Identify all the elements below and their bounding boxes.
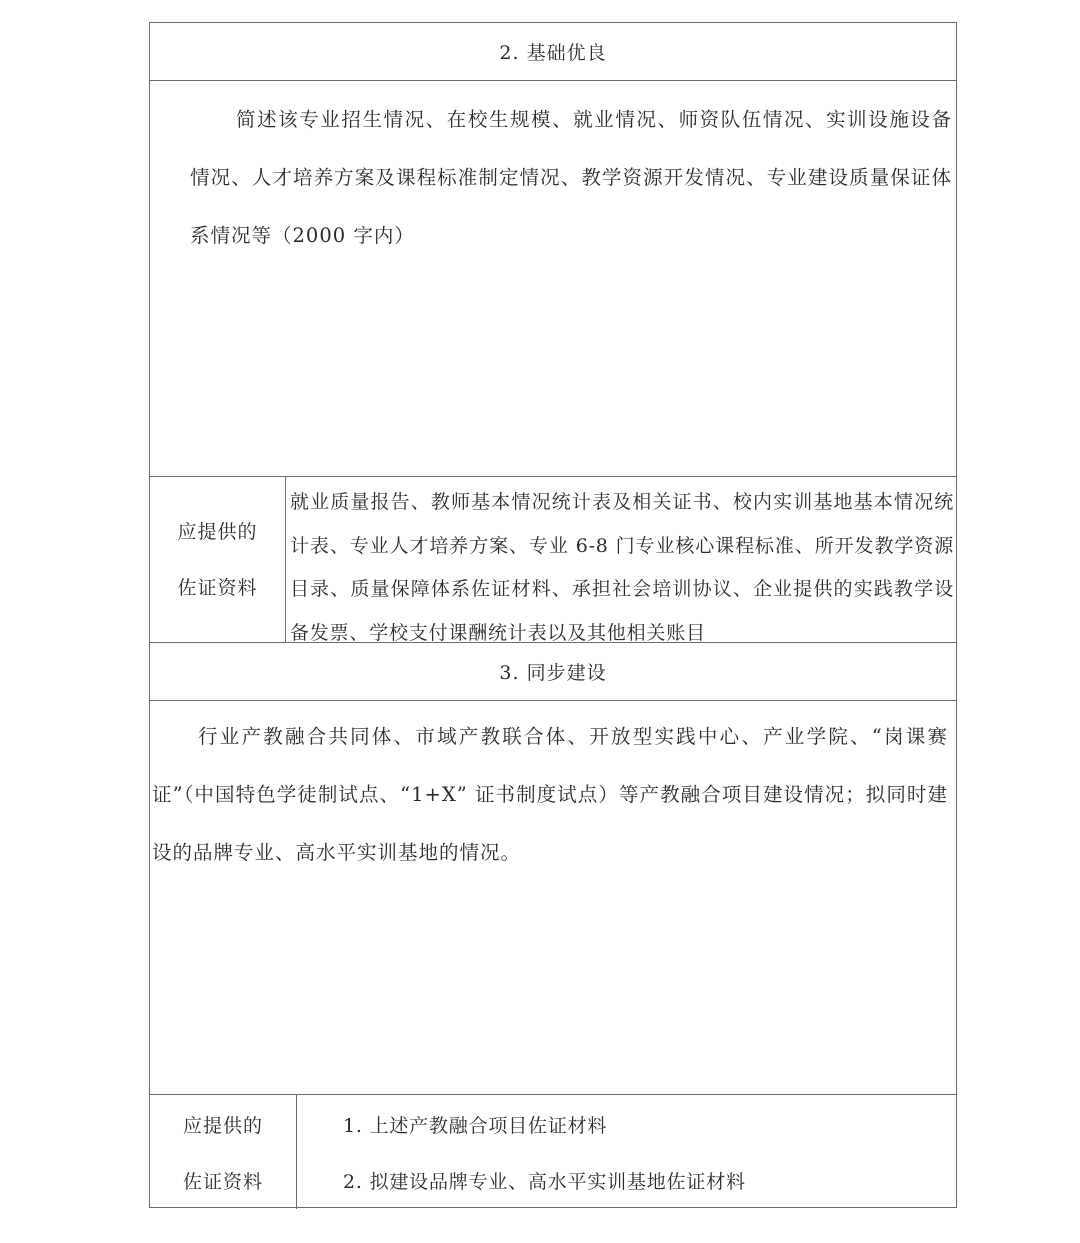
section-2-description-cell: [150, 81, 956, 477]
section-2-evidence-label-line2: 佐证资料: [177, 577, 258, 599]
section-3-heading-text: 3. 同步建设: [499, 662, 607, 684]
section-2-evidence-text: 就业质量报告、教师基本情况统计表及相关证书、校内实训基地基本情况统计表、专业人才培养方案、专业 6-8 门专业核心课程标准、所开发教学资源目录、质量保障体系佐证材料、承担社会培训协议、企业提供的实践教学设备发票、学校支付课酬统计表以及其他相关账目: [290, 491, 954, 644]
section-2-heading: [150, 23, 956, 81]
section-3-heading: [150, 643, 956, 701]
section-3-description: 行业产教融合共同体、市域产教联合体、开放型实践中心、产业学院、“岗课赛证”（中国特色学徒制试点、“1+X” 证书制度试点）等产教融合项目建设情况；拟同时建设的品牌专业、高水平实训基地的情况。: [152, 725, 948, 864]
section-3-evidence-label: [150, 1095, 297, 1209]
section-2-heading-text: 2. 基础优良: [499, 42, 607, 64]
section-2-evidence-label-line1: 应提供的: [177, 521, 258, 543]
section-3-evidence-label-line2: 佐证资料: [182, 1171, 263, 1193]
section-3-evidence-body: [297, 1095, 956, 1209]
section-3-evidence-item: 1. 上述产教融合项目佐证材料: [343, 1115, 608, 1137]
section-3-evidence-label-line1: 应提供的: [182, 1115, 263, 1137]
form-table: [149, 22, 957, 1208]
section-3-evidence-row: [150, 1095, 956, 1209]
section-2-evidence-row: [150, 477, 956, 643]
section-2-evidence-label: [150, 477, 286, 642]
section-2-evidence-body: [286, 477, 956, 642]
section-2-description: 简述该专业招生情况、在校生规模、就业情况、师资队伍情况、实训设施设备情况、人才培养方案及课程标准制定情况、教学资源开发情况、专业建设质量保证体系情况等（2000 字内）: [190, 108, 952, 247]
section-3-evidence-item: 2. 拟建设品牌专业、高水平实训基地佐证材料: [343, 1171, 746, 1193]
section-3-description-cell: [150, 701, 956, 1095]
